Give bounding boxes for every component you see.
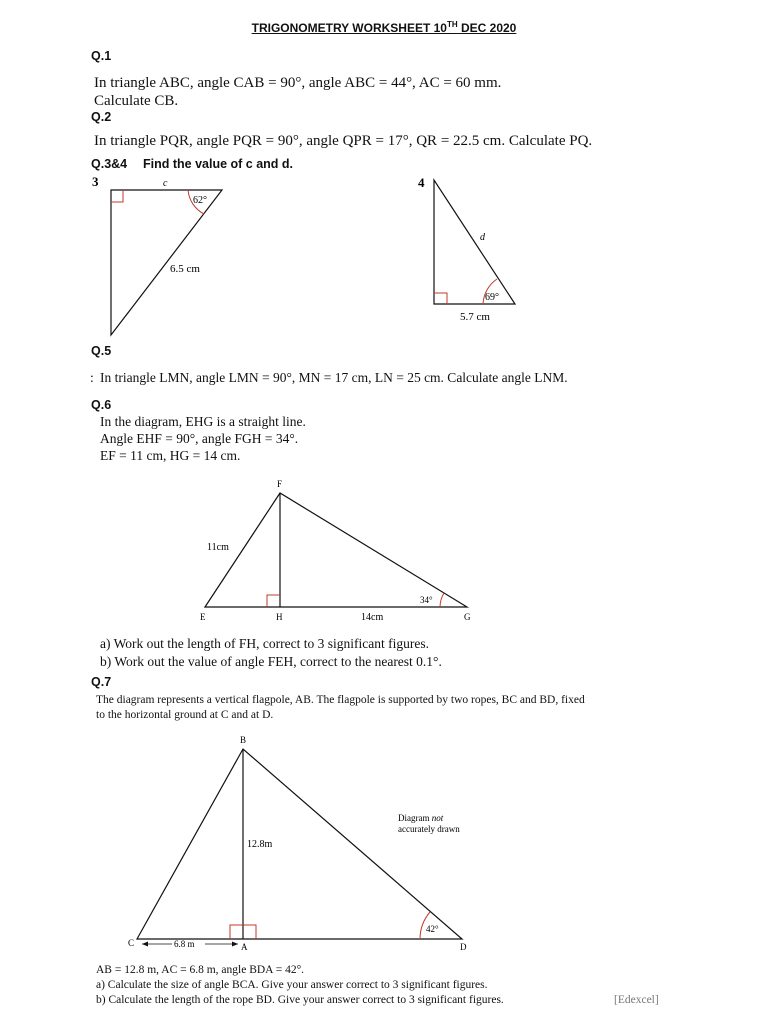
q6-label-e: E: [200, 612, 206, 622]
q6-part-a: a) Work out the length of FH, correct to 3 significant figures.: [100, 636, 429, 651]
figure-3: [92, 174, 222, 335]
q7-part-a: a) Calculate the size of angle BCA. Give your answer correct to 3 significant figures.: [96, 979, 488, 991]
fig3-right-angle: [111, 190, 123, 202]
figure-q6: [200, 479, 471, 623]
q5-prefix: :: [90, 370, 94, 385]
q6-triangle: [205, 493, 467, 607]
fig4-triangle: [434, 180, 515, 304]
q2-label: Q.2: [91, 110, 112, 124]
q7-part-b: b) Calculate the length of the rope BD. Give your answer correct to 3 significant figures.: [96, 994, 504, 1006]
q6-label: Q.6: [91, 398, 112, 412]
fig3-hyp: 6.5 cm: [170, 263, 200, 275]
q6-label-f: F: [277, 479, 283, 489]
fig4-angle: 69°: [485, 292, 499, 303]
q34-label: Q.3&4: [91, 157, 128, 171]
q6-angle-arc: [440, 593, 444, 607]
q6-part-b: b) Work out the value of angle FEH, correct to the nearest 0.1°.: [100, 654, 442, 669]
q7-ab-length: 12.8m: [247, 839, 273, 850]
fig3-triangle: [111, 190, 222, 335]
worksheet-title: TRIGONOMETRY WORKSHEET 10TH DEC 2020: [251, 20, 517, 35]
fig4-right-angle: [434, 293, 447, 304]
q34-instruction: Find the value of c and d.: [143, 157, 294, 171]
figure-4: [418, 175, 515, 323]
q7-note-line2: accurately drawn: [398, 824, 460, 834]
fig4-hyp: d: [480, 232, 485, 243]
q7-line1: The diagram represents a vertical flagpole, AB. The flagpole is supported by two ropes, BC and BD, fixed: [96, 694, 585, 706]
q7-angle: 42°: [426, 924, 439, 934]
q1-line1: In triangle ABC, angle CAB = 90°, angle ABC = 44°, AC = 60 mm.: [94, 75, 502, 91]
q6-line1: In the diagram, EHG is a straight line.: [100, 414, 306, 429]
q2-line1: In triangle PQR, angle PQR = 90°, angle QPR = 17°, QR = 22.5 cm. Calculate PQ.: [94, 133, 593, 149]
fig3-side-c: c: [163, 178, 168, 189]
fig4-number: 4: [418, 175, 425, 190]
q7-line2: to the horizontal ground at C and at D.: [96, 709, 274, 721]
q1-label: Q.1: [91, 49, 112, 63]
fig4-base: 5.7 cm: [460, 311, 490, 323]
q6-label-g: G: [464, 612, 471, 622]
q6-ef-length: 11cm: [207, 542, 229, 553]
q7-note-line1: Diagram not: [398, 813, 444, 823]
q7-label-c: C: [128, 938, 135, 948]
figure-q7: [128, 735, 467, 952]
q6-label-h: H: [276, 612, 283, 622]
q7-ca-length: 6.8 m: [174, 939, 195, 949]
fig3-angle: 62°: [193, 195, 207, 206]
q5-label: Q.5: [91, 344, 112, 358]
q7-label-b: B: [240, 735, 247, 745]
q7-dim-arrow-left: [142, 942, 148, 947]
q7-label: Q.7: [91, 675, 112, 689]
fig3-number: 3: [92, 174, 99, 189]
q7-label-d: D: [460, 942, 467, 952]
q6-angle: 34°: [420, 595, 433, 605]
q6-line2: Angle EHF = 90°, angle FGH = 34°.: [100, 431, 299, 446]
q7-source: [Edexcel]: [614, 994, 659, 1006]
q5-line1: In triangle LMN, angle LMN = 90°, MN = 17 cm, LN = 25 cm. Calculate angle LNM.: [100, 370, 568, 385]
q6-line3: EF = 11 cm, HG = 14 cm.: [100, 448, 241, 463]
q7-given: AB = 12.8 m, AC = 6.8 m, angle BDA = 42°.: [96, 964, 305, 976]
q6-hg-length: 14cm: [361, 612, 384, 623]
q6-right-angle: [267, 595, 280, 607]
q1-line2: Calculate CB.: [94, 93, 179, 109]
q7-dim-arrow-right: [232, 942, 238, 947]
q7-triangle: [137, 749, 462, 939]
q7-label-a: A: [241, 942, 248, 952]
